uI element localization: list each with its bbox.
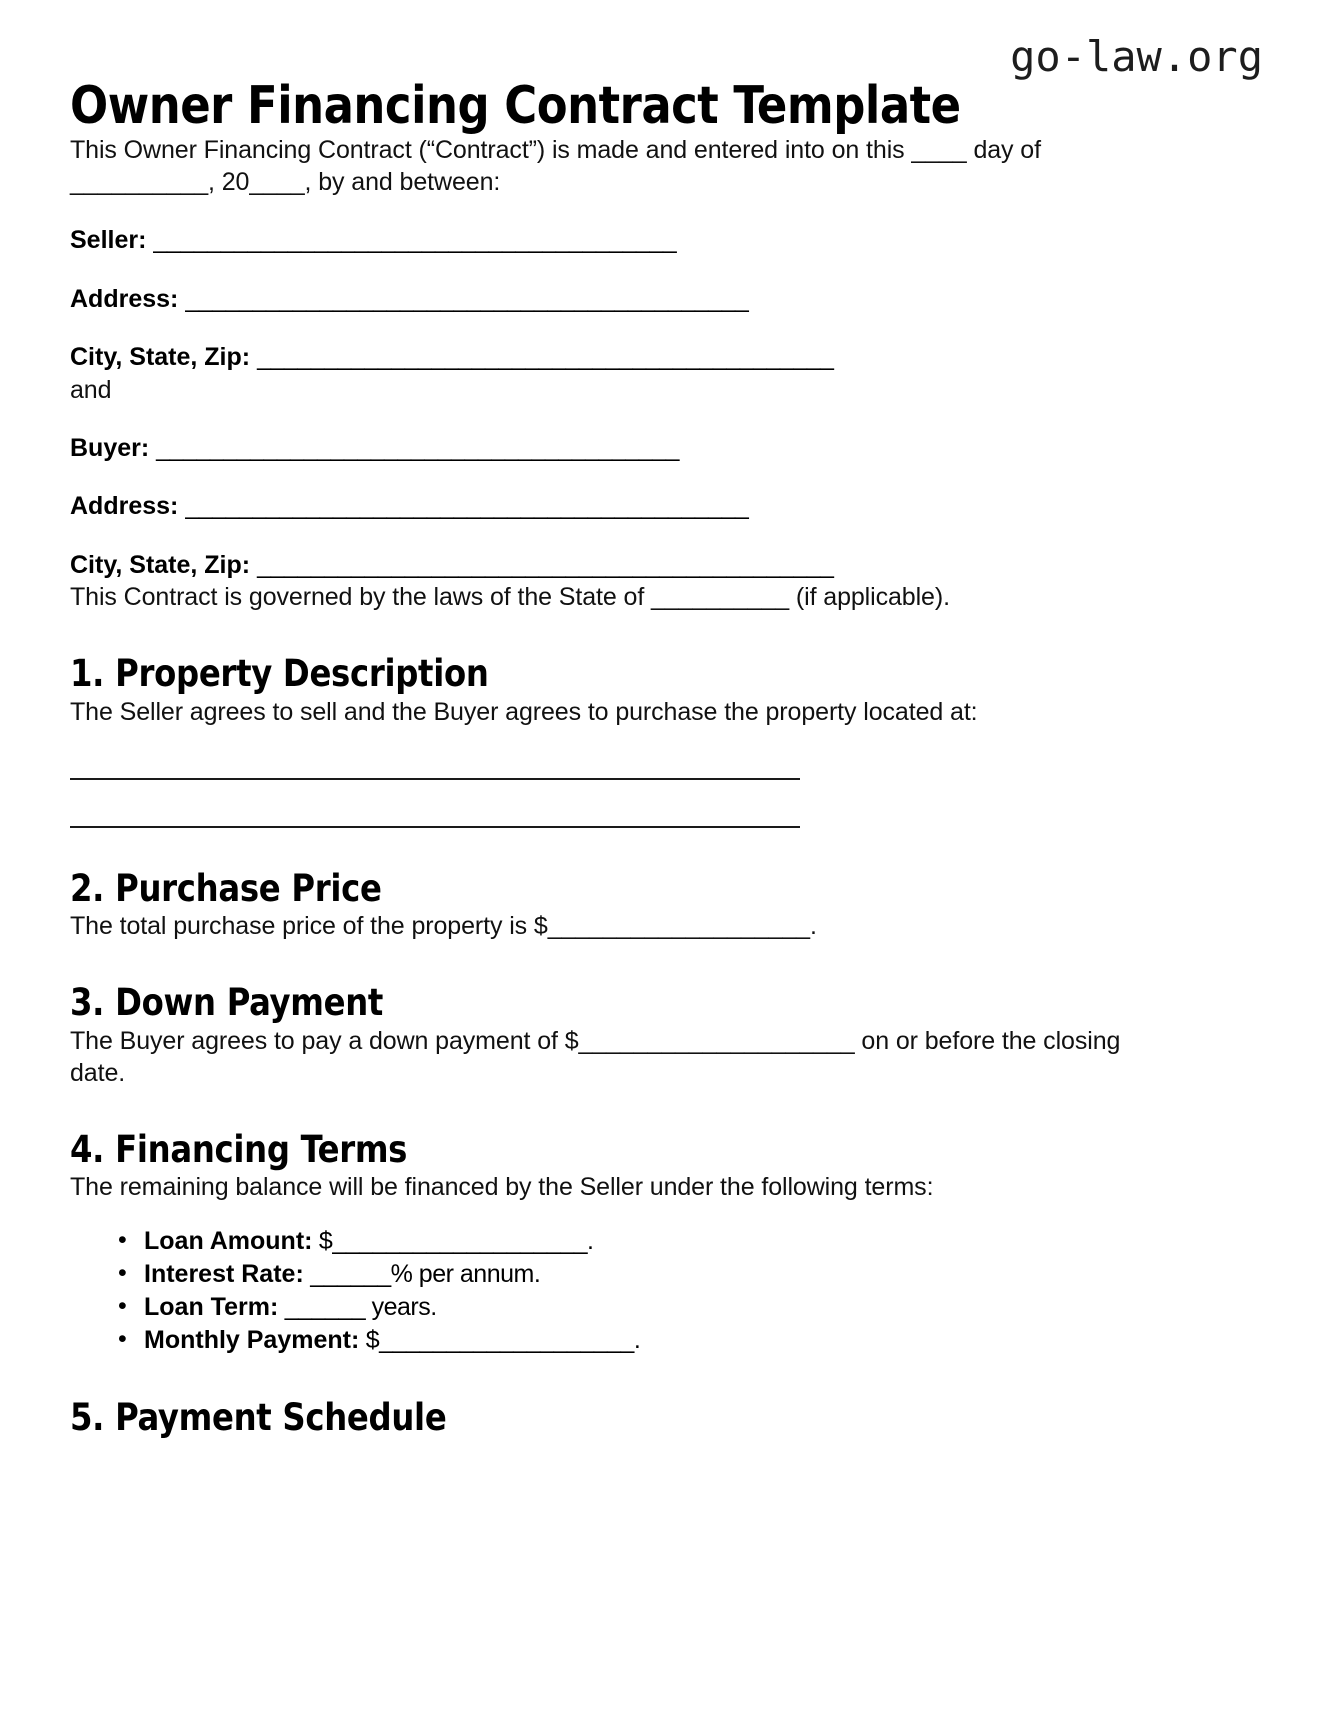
list-item [144, 1324, 1261, 1357]
term-label-monthly-payment: Monthly Payment: [144, 1326, 360, 1355]
section-heading-down-payment: 3. Down Payment [70, 981, 384, 1025]
site-brand-logo: go-law.org [1010, 32, 1263, 81]
field-row-seller-city-state-zip [70, 341, 1261, 374]
section-body-purchase-price: The total purchase price of the property is $___________________. [70, 912, 817, 941]
term-blank-interest-rate[interactable]: ______% per annum. [303, 1260, 541, 1289]
field-label-buyer-address: Address: [70, 492, 179, 521]
field-blank-seller-address[interactable]: __________________________________________ [185, 284, 749, 313]
section-body-down-payment: The Buyer agrees to pay a down payment of $____________________ on or before the closing date. [70, 1026, 1121, 1087]
term-label-loan-amount: Loan Amount: [144, 1227, 313, 1256]
field-blank-buyer[interactable]: _______________________________________ [156, 433, 679, 462]
conjunction-and: and [70, 375, 112, 404]
intro-paragraph: This Owner Financing Contract (“Contract”) is made and entered into on this ____ day of __________, 20____, by and between: [70, 136, 1041, 197]
page-title: Owner Financing Contract Template [70, 76, 961, 136]
property-description-blank-line-1[interactable] [70, 778, 800, 780]
list-item [144, 1291, 1261, 1324]
field-label-seller: Seller: [70, 226, 147, 255]
field-row-seller [70, 224, 1261, 257]
field-blank-buyer-city-state-zip[interactable]: ___________________________________________ [257, 550, 834, 579]
section-body-property-description: The Seller agrees to sell and the Buyer agrees to purchase the property located at: [70, 697, 978, 726]
section-heading-financing-terms: 4. Financing Terms [70, 1127, 408, 1171]
term-blank-loan-amount[interactable]: $___________________. [312, 1227, 594, 1256]
field-blank-buyer-address[interactable]: __________________________________________ [185, 492, 749, 521]
term-blank-loan-term[interactable]: ______ years. [278, 1293, 437, 1322]
field-label-buyer: Buyer: [70, 433, 150, 462]
term-label-loan-term: Loan Term: [144, 1293, 279, 1322]
field-row-buyer-address [70, 490, 1261, 523]
field-label-buyer-city-state-zip: City, State, Zip: [70, 550, 251, 579]
list-item [144, 1225, 1261, 1258]
term-label-interest-rate: Interest Rate: [144, 1260, 304, 1289]
section-body-financing-terms: The remaining balance will be financed by the Seller under the following terms: [70, 1173, 934, 1202]
field-label-seller-address: Address: [70, 284, 179, 313]
field-row-buyer [70, 432, 1261, 465]
financing-terms-list [70, 1225, 1261, 1357]
section-heading-payment-schedule: 5. Payment Schedule [70, 1396, 447, 1440]
list-item [144, 1258, 1261, 1291]
section-heading-purchase-price: 2. Purchase Price [70, 866, 382, 910]
term-blank-monthly-payment[interactable]: $___________________. [359, 1326, 641, 1355]
governing-law-paragraph: This Contract is governed by the laws of the State of __________ (if applicable). [70, 583, 950, 612]
section-heading-property-description: 1. Property Description [70, 652, 489, 696]
field-blank-seller-city-state-zip[interactable]: ___________________________________________ [257, 343, 834, 372]
field-row-seller-address [70, 283, 1261, 316]
field-blank-seller[interactable]: _______________________________________ [153, 226, 677, 255]
property-description-blank-line-2[interactable] [70, 826, 800, 828]
field-label-seller-city-state-zip: City, State, Zip: [70, 343, 251, 372]
field-row-buyer-city-state-zip [70, 549, 1261, 582]
